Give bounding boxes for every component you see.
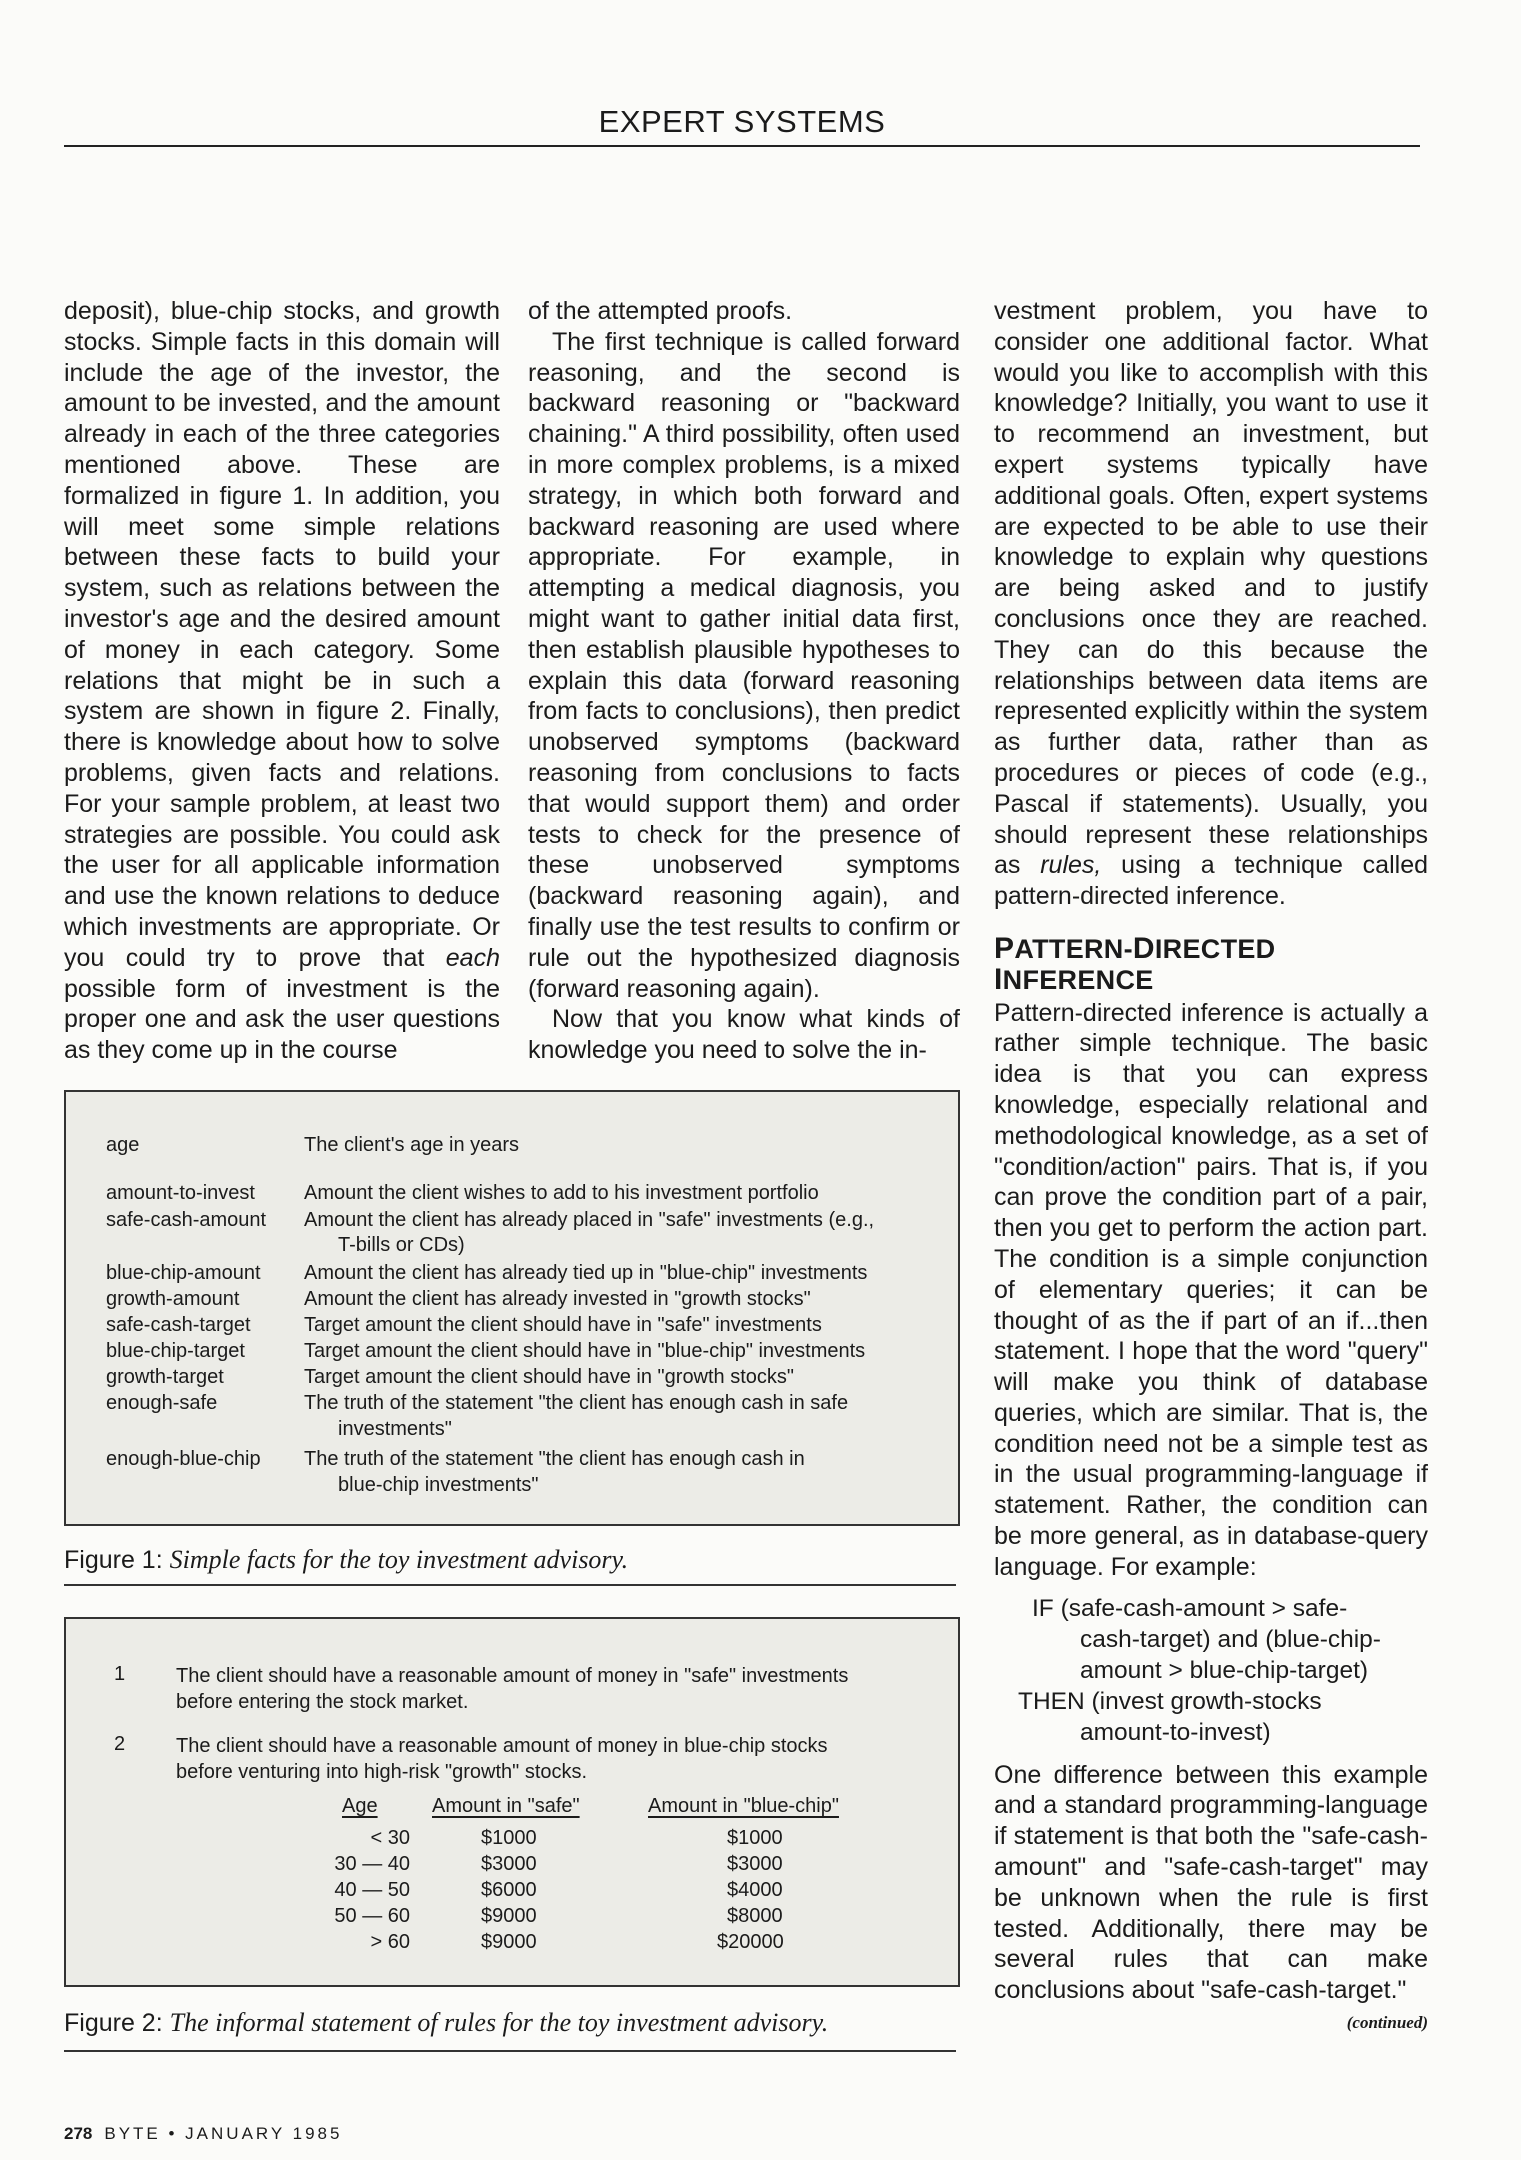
column3-paragraph-3: One difference between this example and a standard programming-language if statement is that both the "safe-cash-amount" and "safe-cash-target" may be unknown when the rule is first tested. Additionally, there may be several rules that can make conclusions about "safe-cash-target.": [994, 1760, 1428, 2005]
column2-paragraph-1: of the attempted proofs.: [528, 297, 793, 325]
column3-paragraph-2: Pattern-directed inference is actually a rather simple technique. The basic idea is that you can express knowledge, especially relational and methodological knowledge, as a set of "condition/action" pairs. That is, if you can prove the condition part of a pair, then you get to perform the action part. The condition is a simple conjunction of elementary queries; it can be thought of as the if part of an if...then statement. I hope that the word "query" will make you think of database queries, which are similar. That is, the condition need not be a simple test as in the usual programming-language if statement. Rather, the condition can be more general, as in database-query language. For example:: [994, 998, 1428, 1581]
figure-2-rule: [64, 2050, 956, 2052]
text-column-1: [64, 296, 500, 1066]
column2-paragraph-2: The first technique is called forward reasoning, and the second is backward reasoning or "backward chaining." A third possibility, often used in more complex problems, is a mixed strategy, in which both forward and backward reasoning are used where appropriate. For example, in attempting a medical diagnosis, you might want to gather initial data first, then establish plausible hypotheses to explain this data (forward reasoning from facts to conclusions), then predict unobserved symptoms (backward reasoning from conclusions to facts that would support them) and order tests to check for the presence of these unobserved symptoms (backward reasoning again), and finally use the test results to confirm or rule out the hypothesized diagnosis (forward reasoning again).: [528, 327, 960, 1003]
rule-statement: The client should have a reasonable amount of money in "safe" investments before entering the stock market.: [176, 1665, 849, 1713]
page-number: 278: [64, 2124, 93, 2143]
rule-example: [1018, 1593, 1428, 1748]
table-cell-age: < 30: [370, 1827, 410, 1849]
table-cell-age: > 60: [370, 1931, 410, 1953]
table-cell-safe: $1000: [481, 1827, 537, 1849]
figure-1-caption: Figure 1: Simple facts for the toy investment advisory.: [64, 1545, 629, 1574]
table-header-age: Age: [342, 1795, 378, 1817]
text-column-2: [528, 296, 960, 1066]
rule-number: 2: [114, 1733, 126, 1755]
table-cell-safe: $3000: [481, 1853, 537, 1875]
continued-note: (continued): [1346, 2013, 1428, 2033]
table-cell-safe: $9000: [481, 1905, 537, 1927]
rule-line: THEN (invest growth-stocks: [1018, 1687, 1322, 1715]
page-footer: [64, 2124, 342, 2144]
column2-paragraph-3: Now that you know what kinds of knowledge you need to solve the in-: [528, 1005, 960, 1065]
table-cell-blue-chip: $20000: [717, 1931, 784, 1953]
table-cell-blue-chip: $8000: [727, 1905, 783, 1927]
table-cell-age: 50 — 60: [334, 1905, 410, 1927]
table-cell-age: 40 — 50: [334, 1879, 410, 1901]
table-cell-blue-chip: $3000: [727, 1853, 783, 1875]
section-title: EXPERT SYSTEMS: [598, 104, 886, 139]
rule-line: cash-target) and (blue-chip-: [1080, 1625, 1381, 1653]
rule-line: amount > blue-chip-target): [1080, 1656, 1369, 1684]
figure-1-rule: [64, 1584, 956, 1586]
table-header-blue-chip: Amount in "blue-chip": [648, 1795, 839, 1817]
rule-line: amount-to-invest): [1080, 1718, 1271, 1746]
table-cell-safe: $9000: [481, 1931, 537, 1953]
column1-paragraph: deposit), blue-chip stocks, and growth stocks. Simple facts in this domain will include the age of the investor, the amount to be invested, and the amount already in each of the three categories mentioned above. These are formalized in figure 1. In addition, you will meet some simple relations between these facts to build your system, such as relations between the investor's age and the desired amount of money in each category. Some relations that might be in such a system are shown in figure 2. Finally, there is knowledge about how to solve problems, given facts and relations. For your sample problem, at least two strategies are possible. You could ask the user for all applicable information and use the known relations to deduce which investments are appropriate. Or you could try to prove that each possible form of investment is the proper one and ask the user questions as they come up in the course: [64, 297, 500, 1065]
section-heading: PATTERN-DIRECTED INFERENCE: [994, 931, 1276, 996]
rule-number: 1: [114, 1663, 126, 1685]
rule-line: IF (safe-cash-amount > safe-: [1032, 1594, 1348, 1622]
figure-2-box: [64, 1617, 960, 1987]
table-cell-blue-chip: $1000: [727, 1827, 783, 1849]
table-header-safe: Amount in "safe": [432, 1795, 580, 1817]
figure-1-box: age The client's age in years amount-to-invest Amount the client wishes to add to his investment portfolio safe-cash-amount Amount the client has already placed in "safe" investments (e.g., T-bills or CDs) blue-chip-amount Amount the client has already tied up in "blue-chip" investments growth-amount Amount the client has already invested in "growth stocks" safe-cash-target Target amount the client should have in "safe" investments blue-chip-target Target amount the client should have in "blue-chip" investments growth-target Target amount the client should have in "growth stocks" enough-safe The truth of the statement "the client has enough cash in safe investments" enough-blue-chip The truth of the statement "the client has enough cash in blue-chip investments": [64, 1090, 960, 1526]
figure-2-caption: Figure 2: The informal statement of rules for the toy investment advisory.: [64, 2008, 829, 2037]
column3-paragraph-1: vestment problem, you have to consider one additional factor. What would you like to accomplish with this knowledge? Initially, you want to use it to recommend an investment, but expert systems typically have additional goals. Often, expert systems are expected to be able to use their knowledge to explain why questions are being asked and to justify conclusions once they are reached. They can do this because the relationships between data items are represented explicitly within the system as further data, rather than as procedures or pieces of code (e.g., Pascal if statements). Usually, you should represent these relationships as rules, using a technique called pattern-directed inference.: [994, 297, 1428, 911]
table-cell-blue-chip: $4000: [727, 1879, 783, 1901]
text-column-3: [994, 296, 1428, 2039]
table-cell-age: 30 — 40: [334, 1853, 410, 1875]
header-rule: [64, 145, 1420, 147]
table-cell-safe: $6000: [481, 1879, 537, 1901]
publication-line: BYTE • JANUARY 1985: [104, 2124, 343, 2143]
rule-statement: The client should have a reasonable amount of money in blue-chip stocks before venturing into high-risk "growth" stocks.: [176, 1735, 828, 1783]
